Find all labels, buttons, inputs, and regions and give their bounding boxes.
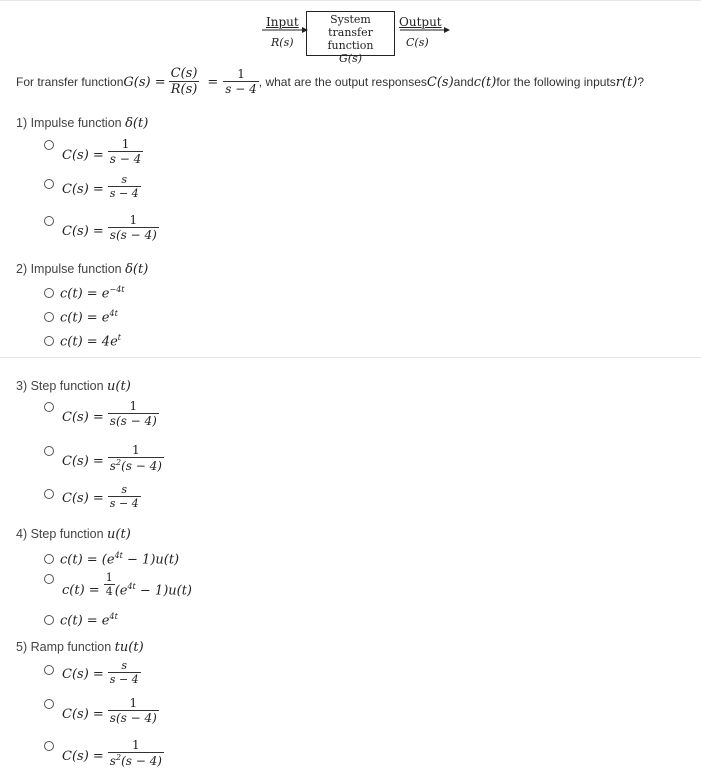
section-5-option-3[interactable]: C(s) = $\frac{1}{s^2(s - 4)}$ <box>44 739 164 769</box>
block-line3: G(s) <box>338 52 362 65</box>
radio-button[interactable] <box>44 140 54 150</box>
section-5-title: 5) Ramp function tu(t) <box>16 640 144 655</box>
system-block <box>306 11 395 65</box>
block-line2: transfer function <box>327 26 374 52</box>
question-frac2: $\frac{1}{s - 4}$ <box>225 66 257 96</box>
section-3-option-3[interactable]: C(s) = $\frac{s}{s - 4}$ <box>44 484 141 510</box>
output-label: Output <box>399 15 442 29</box>
radio-button[interactable] <box>44 179 54 189</box>
section-1-title: 1) Impulse function δ(t) <box>16 116 149 131</box>
top-border <box>0 0 701 1</box>
block-line1: System <box>330 13 371 26</box>
section-5-option-1[interactable]: C(s) = $\frac{s}{s - 4}$ <box>44 660 141 686</box>
input-label: Input <box>266 15 299 29</box>
radio-button[interactable] <box>44 554 54 564</box>
question-lhs: G(s) = <box>123 74 166 90</box>
radio-button[interactable] <box>44 288 54 298</box>
radio-button[interactable] <box>44 615 54 625</box>
section-2-title: 2) Impulse function δ(t) <box>16 262 149 277</box>
radio-button[interactable] <box>44 336 54 346</box>
section-4-option-2[interactable]: c(t) = $\frac{1}{4}$ $(e^{4t} - 1)u(t)$ <box>44 572 192 598</box>
section-4-option-1[interactable]: $c(t) = (e^{4t} - 1)u(t)$ <box>44 551 179 567</box>
radio-button[interactable] <box>44 665 54 675</box>
question-frac1: $\frac{C(s)}{R(s)}$ <box>170 65 198 97</box>
radio-button[interactable] <box>44 216 54 226</box>
section-2-option-3[interactable]: $c(t) = 4e^t$ <box>44 333 121 349</box>
section-5-option-2[interactable]: C(s) = $\frac{1}{s(s - 4)}$ <box>44 697 159 726</box>
section-2-option-1[interactable]: $c(t) = e^{-4t}$ <box>44 285 125 301</box>
section-divider <box>0 357 701 358</box>
radio-button[interactable] <box>44 574 54 584</box>
section-1-option-1[interactable]: C(s) = $\frac{1}{s - 4}$ <box>44 138 143 167</box>
section-1-option-3[interactable]: C(s) = $\frac{1}{s(s - 4)}$ <box>44 214 159 243</box>
section-3-option-2[interactable]: C(s) = $\frac{1}{s^2(s - 4)}$ <box>44 444 164 474</box>
section-3-title: 3) Step function u(t) <box>16 379 131 394</box>
section-4-option-3[interactable]: $c(t) = e^{4t}$ <box>44 612 118 628</box>
section-4-title: 4) Step function u(t) <box>16 527 131 542</box>
input-signal: R(s) <box>271 36 294 49</box>
radio-button[interactable] <box>44 741 54 751</box>
section-3-option-1[interactable]: C(s) = $\frac{1}{s(s - 4)}$ <box>44 400 159 429</box>
question-prefix: For transfer function <box>16 75 124 89</box>
radio-button[interactable] <box>44 446 54 456</box>
output-signal: C(s) <box>406 36 429 49</box>
radio-button[interactable] <box>44 699 54 709</box>
radio-button[interactable] <box>44 402 54 412</box>
radio-button[interactable] <box>44 312 54 322</box>
section-1-option-2[interactable]: C(s) = $\frac{s}{s - 4}$ <box>44 174 141 200</box>
question-text: For transfer function G(s) = $\frac{C(s)}{R(s)}$ = $\frac{1}{s - 4}$ , what are the output responses C(s) and c(t) for the following inputs r(t) ? <box>16 65 645 97</box>
section-2-option-2[interactable]: $c(t) = e^{4t}$ <box>44 309 118 325</box>
radio-button[interactable] <box>44 489 54 499</box>
